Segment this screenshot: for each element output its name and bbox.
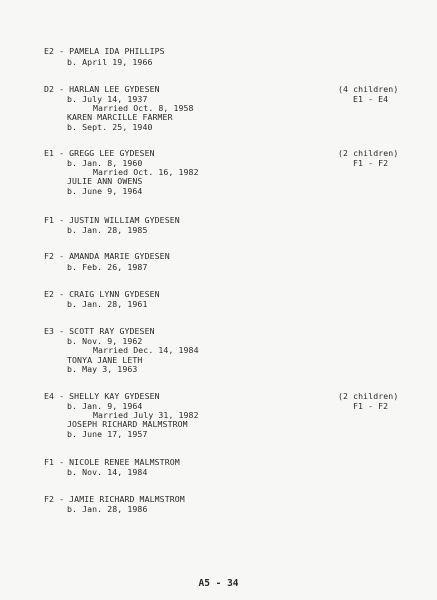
entry-line: b. Nov. 9, 1962 (67, 336, 143, 346)
entry-line: b. April 19, 1966 (67, 57, 153, 67)
entry-heading: D2 - HARLAN LEE GYDESEN (44, 84, 160, 94)
entry-heading: F2 - AMANDA MARIE GYDESEN (44, 251, 170, 261)
children-note: (4 children) (338, 84, 399, 94)
entry-line: b. Jan. 28, 1985 (67, 225, 148, 235)
entry-line: b. June 17, 1957 (67, 429, 148, 439)
entry-heading: E1 - GREGG LEE GYDESEN (44, 148, 155, 158)
entry-line: b. Jan. 28, 1961 (67, 299, 148, 309)
entry-line: b. Sept. 25, 1940 (67, 122, 153, 132)
entry-line: Married July 31, 1982 (93, 410, 199, 420)
entry-heading: F1 - JUSTIN WILLIAM GYDESEN (44, 215, 180, 225)
entry-heading: E2 - CRAIG LYNN GYDESEN (44, 289, 160, 299)
entry-line: b. June 9, 1964 (67, 186, 143, 196)
children-range: E1 - E4 (353, 94, 389, 104)
entry-heading: E2 - PAMELA IDA PHILLIPS (44, 46, 165, 56)
entry-line: b. July 14, 1937 (67, 94, 148, 104)
entry-line: b. Feb. 26, 1987 (67, 262, 148, 272)
entry-heading: F1 - NICOLE RENEE MALMSTROM (44, 457, 180, 467)
entry-heading: F2 - JAMIE RICHARD MALMSTROM (44, 494, 185, 504)
entry-heading: E4 - SHELLY KAY GYDESEN (44, 391, 160, 401)
page-number: A5 - 34 (198, 578, 239, 589)
entry-line: JOSEPH RICHARD MALMSTROM (67, 419, 188, 429)
children-range: F1 - F2 (353, 158, 389, 168)
entry-line: Married Oct. 8, 1958 (93, 103, 194, 113)
entry-line: TONYA JANE LETH (67, 355, 143, 365)
children-range: F1 - F2 (353, 401, 389, 411)
entry-line: Married Oct. 16, 1982 (93, 167, 199, 177)
children-note: (2 children) (338, 148, 399, 158)
entry-line: b. May 3, 1963 (67, 364, 138, 374)
entry-line: KAREN MARCILLE FARMER (67, 112, 173, 122)
entry-line: b. Jan. 9, 1964 (67, 401, 143, 411)
entry-line: b. Jan. 8, 1960 (67, 158, 143, 168)
entry-line: JULIE ANN OWENS (67, 176, 143, 186)
entry-heading: E3 - SCOTT RAY GYDESEN (44, 326, 155, 336)
entry-line: b. Jan. 28, 1986 (67, 504, 148, 514)
entry-line: b. Nov. 14, 1984 (67, 467, 148, 477)
children-note: (2 children) (338, 391, 399, 401)
entry-line: Married Dec. 14, 1984 (93, 345, 199, 355)
